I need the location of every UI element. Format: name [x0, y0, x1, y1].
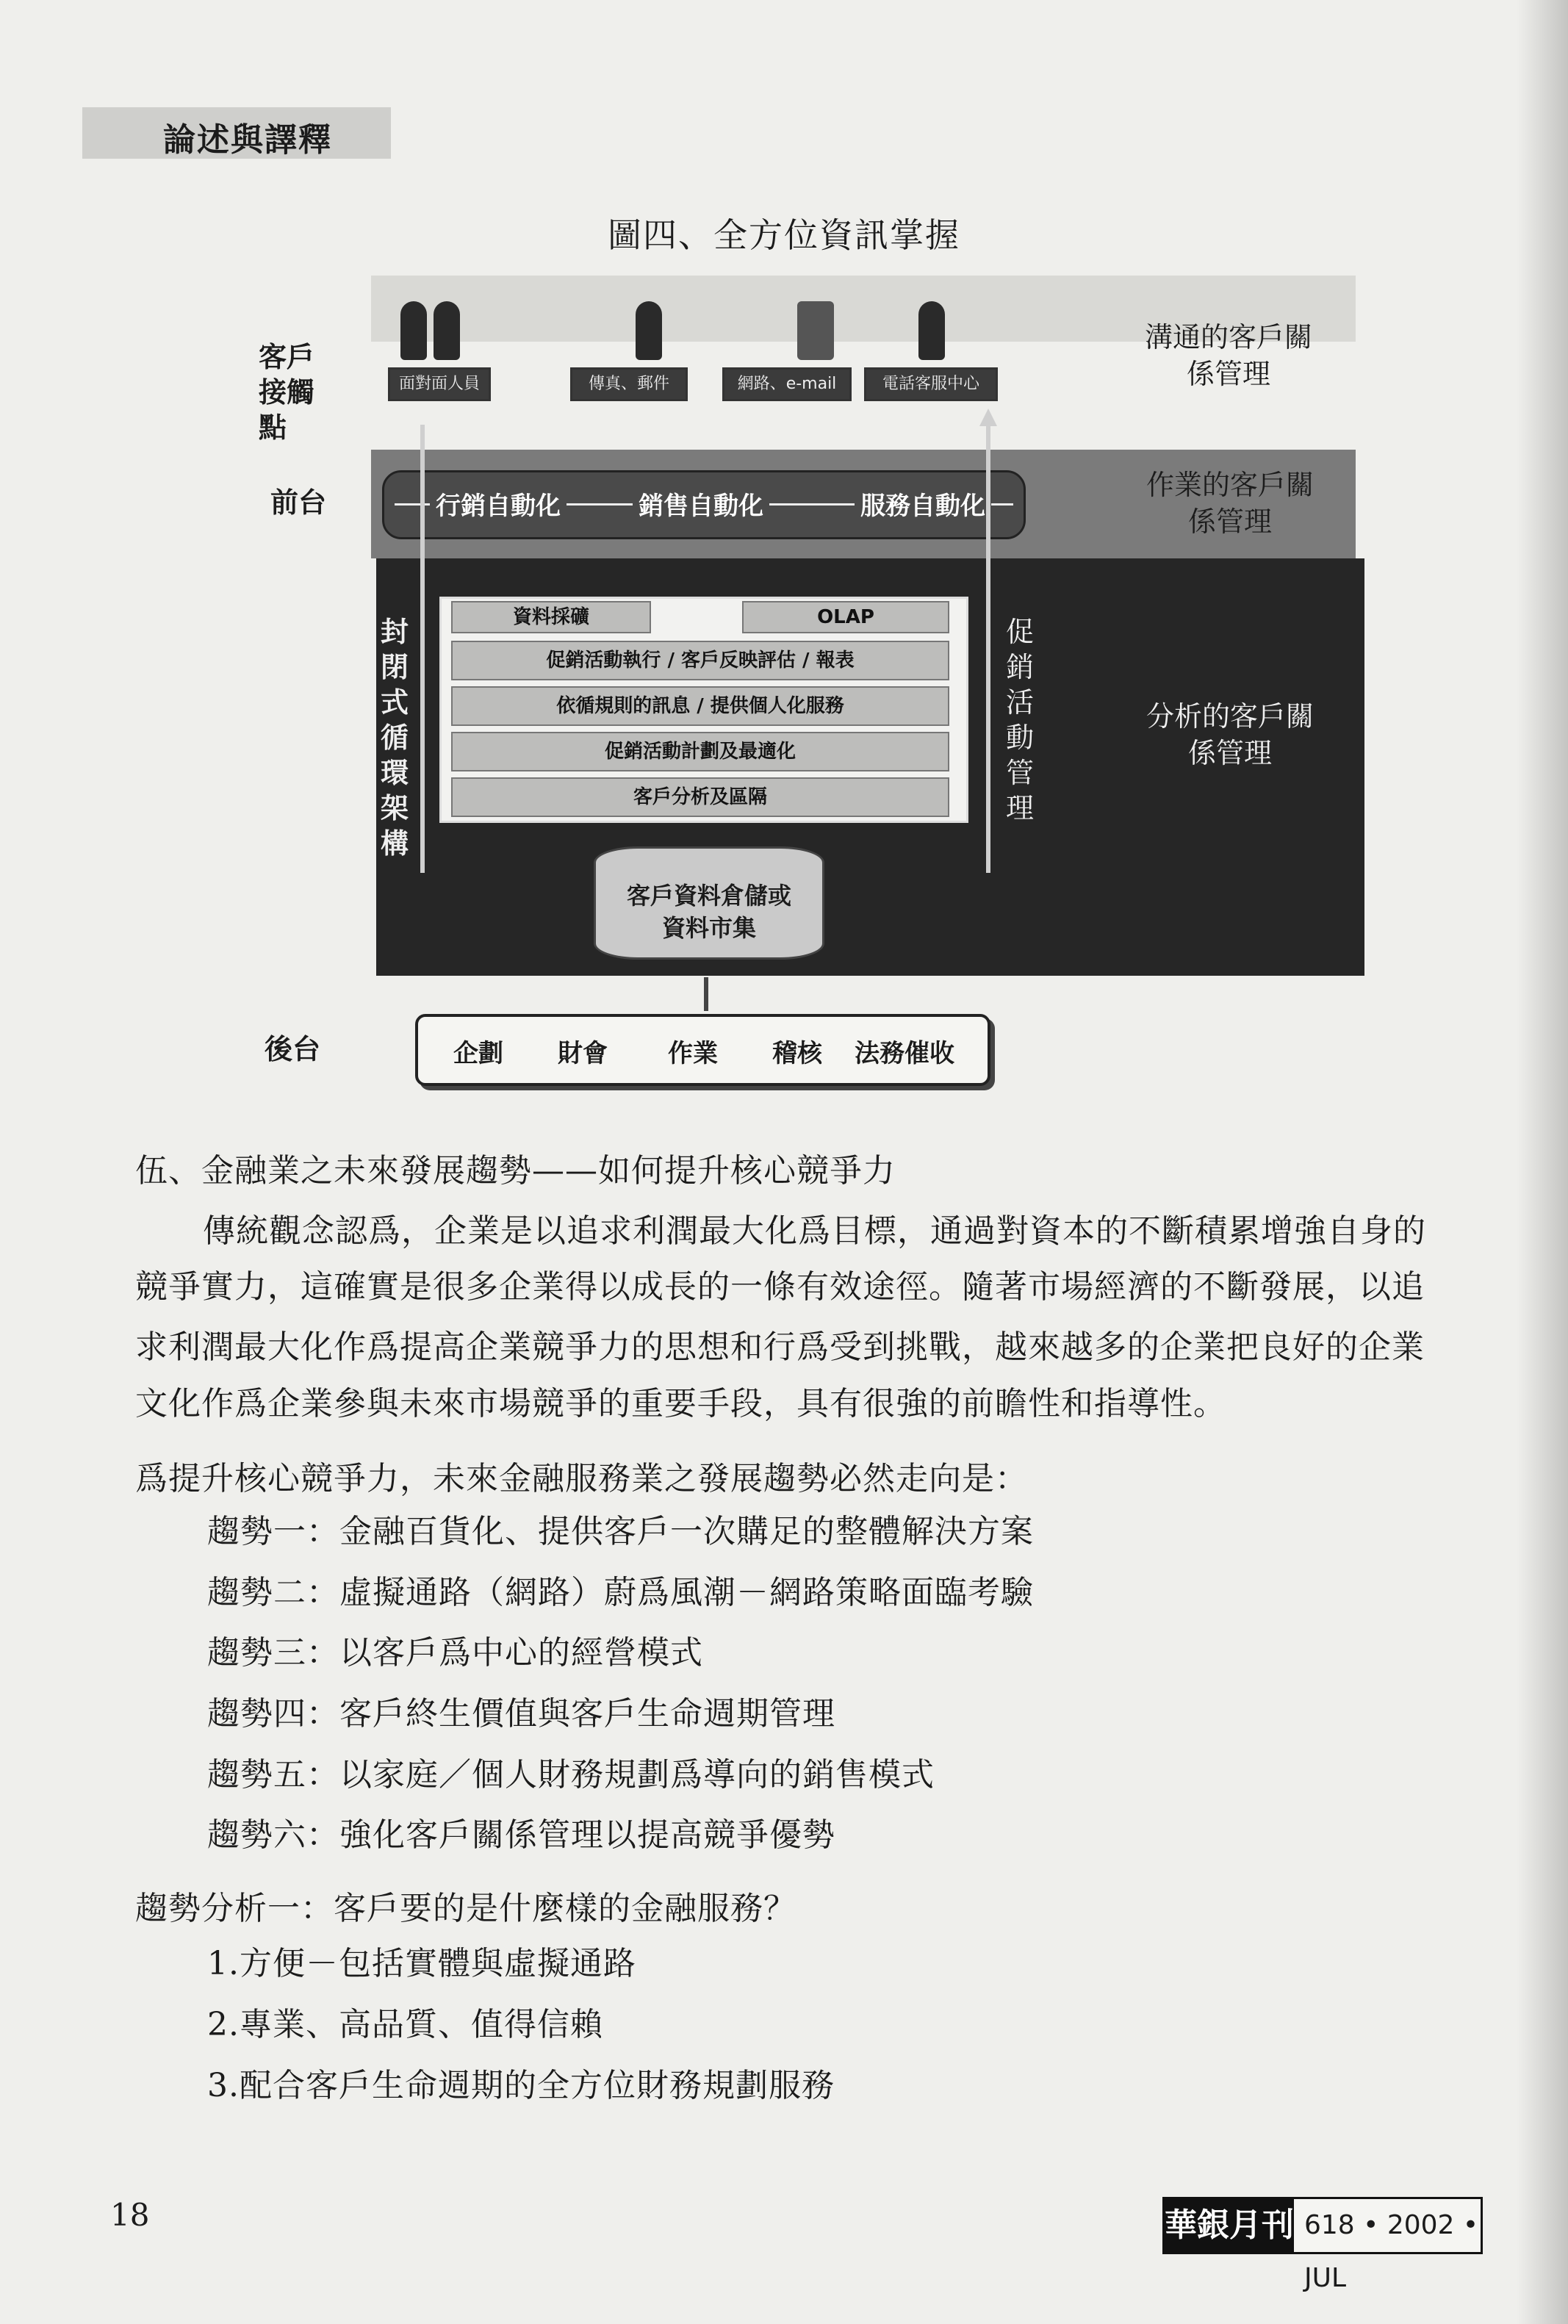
page-number: 18 [110, 2197, 150, 2233]
trend-item: 趨勢六：強化客戶關係管理以提高競爭優勢 [207, 1816, 835, 1854]
analysis-item: 3.配合客戶生命週期的全方位財務規劃服務 [207, 2067, 835, 2104]
figure-title: 圖四、全方位資訊掌握 [608, 215, 960, 255]
trend-item: 趨勢二：虛擬通路（網路）蔚爲風潮－網路策略面臨考驗 [207, 1574, 1034, 1611]
trend-item: 趨勢五：以家庭／個人財務規劃爲導向的銷售模式 [207, 1756, 935, 1794]
front-office-bar [382, 470, 1026, 539]
paragraph-line: 競爭實力，這確實是很多企業得以成長的一條有效途徑。隨著市場經濟的不斷發展，以追 [135, 1268, 1425, 1306]
analysis-title: 趨勢分析一：客戶要的是什麼樣的金融服務？ [135, 1890, 796, 1927]
back-item: 法務催收 [855, 1039, 954, 1068]
label-back: 後台 [265, 1033, 321, 1065]
analytic-row: 依循規則的訊息 / 提供個人化服務 [451, 686, 949, 726]
analytic-row: 促銷活動計劃及最適化 [451, 732, 949, 771]
back-item: 企劃 [453, 1039, 503, 1068]
analysis-item: 2.專業、高品質、值得信賴 [207, 2006, 603, 2043]
label-front: 前台 [270, 486, 327, 519]
database-line: 客戶資料倉儲或 [626, 882, 791, 910]
back-office-bar [415, 1014, 990, 1086]
analytic-top-box: 資料採礦 [451, 601, 651, 633]
trend-item: 趨勢三：以客戶爲中心的經營模式 [207, 1634, 703, 1672]
label-analysis-crm: 分析的客戶關係管理 [1146, 700, 1314, 769]
section-heading: 伍、金融業之未來發展趨勢——如何提升核心競爭力 [135, 1152, 896, 1190]
page-edge-shadow [1517, 0, 1568, 2324]
person-icon [434, 301, 460, 360]
database-line: 資料市集 [661, 914, 756, 942]
issue-info: 618 • 2002 • JUL [1304, 2210, 1479, 2293]
computer-icon [797, 301, 834, 360]
loop-line-right [986, 425, 990, 873]
back-item: 作業 [668, 1039, 718, 1068]
front-item: 行銷自動化 [430, 486, 567, 522]
analysis-item: 1.方便－包括實體與虛擬通路 [207, 1945, 636, 1982]
data-warehouse-cylinder [594, 846, 824, 960]
touchpoint-box: 電話客服中心 [864, 367, 998, 401]
touchpoint-box: 面對面人員 [388, 367, 491, 401]
journal-name: 華銀月刊 [1165, 2199, 1294, 2252]
touchpoint-box: 傳真、郵件 [570, 367, 688, 401]
front-item: 銷售自動化 [633, 486, 769, 522]
section-tag [82, 107, 391, 159]
paragraph-line: 求利潤最大化作爲提高企業競爭力的思想和行爲受到挑戰，越來越多的企業把良好的企業 [135, 1328, 1425, 1366]
back-item: 稽核 [772, 1039, 822, 1068]
arrow-up-icon [979, 409, 997, 426]
person-icon [400, 301, 427, 360]
analytic-row: 促銷活動執行 / 客戶反映評估 / 報表 [451, 641, 949, 680]
label-touchpoint: 客戶接觸點 [259, 341, 315, 444]
label-communication-crm: 溝通的客戶關係管理 [1144, 321, 1312, 390]
loop-line-left [420, 425, 425, 873]
vertical-label-right: 促銷活動管理 [1005, 616, 1034, 824]
journal-footer [1162, 2197, 1483, 2293]
vertical-label-left: 封閉式循環架構 [380, 616, 409, 860]
person-icon [918, 301, 945, 360]
section-tag-label: 論述與譯釋 [163, 121, 332, 159]
paragraph-line: 文化作爲企業參與未來市場競爭的重要手段，具有很強的前瞻性和指導性。 [135, 1385, 1226, 1422]
paragraph-line: 傳統觀念認爲，企業是以追求利潤最大化爲目標，通過對資本的不斷積累增強自身的 [203, 1212, 1426, 1250]
analytic-top-box: OLAP [742, 601, 949, 633]
intro-line: 爲提升核心競爭力，未來金融服務業之發展趨勢必然走向是： [135, 1460, 1028, 1497]
person-icon [636, 301, 662, 360]
back-item: 財會 [558, 1039, 608, 1068]
trend-item: 趨勢四：客戶終生價值與客戶生命週期管理 [207, 1695, 835, 1733]
label-operation-crm: 作業的客戶關係管理 [1146, 469, 1314, 538]
db-link-line [704, 977, 708, 1011]
trend-item: 趨勢一：金融百貨化、提供客戶一次購足的整體解決方案 [207, 1513, 1034, 1550]
touchpoint-box: 網路、e-mail [722, 367, 852, 401]
front-item: 服務自動化 [855, 486, 991, 522]
analytic-row: 客戶分析及區隔 [451, 777, 949, 817]
